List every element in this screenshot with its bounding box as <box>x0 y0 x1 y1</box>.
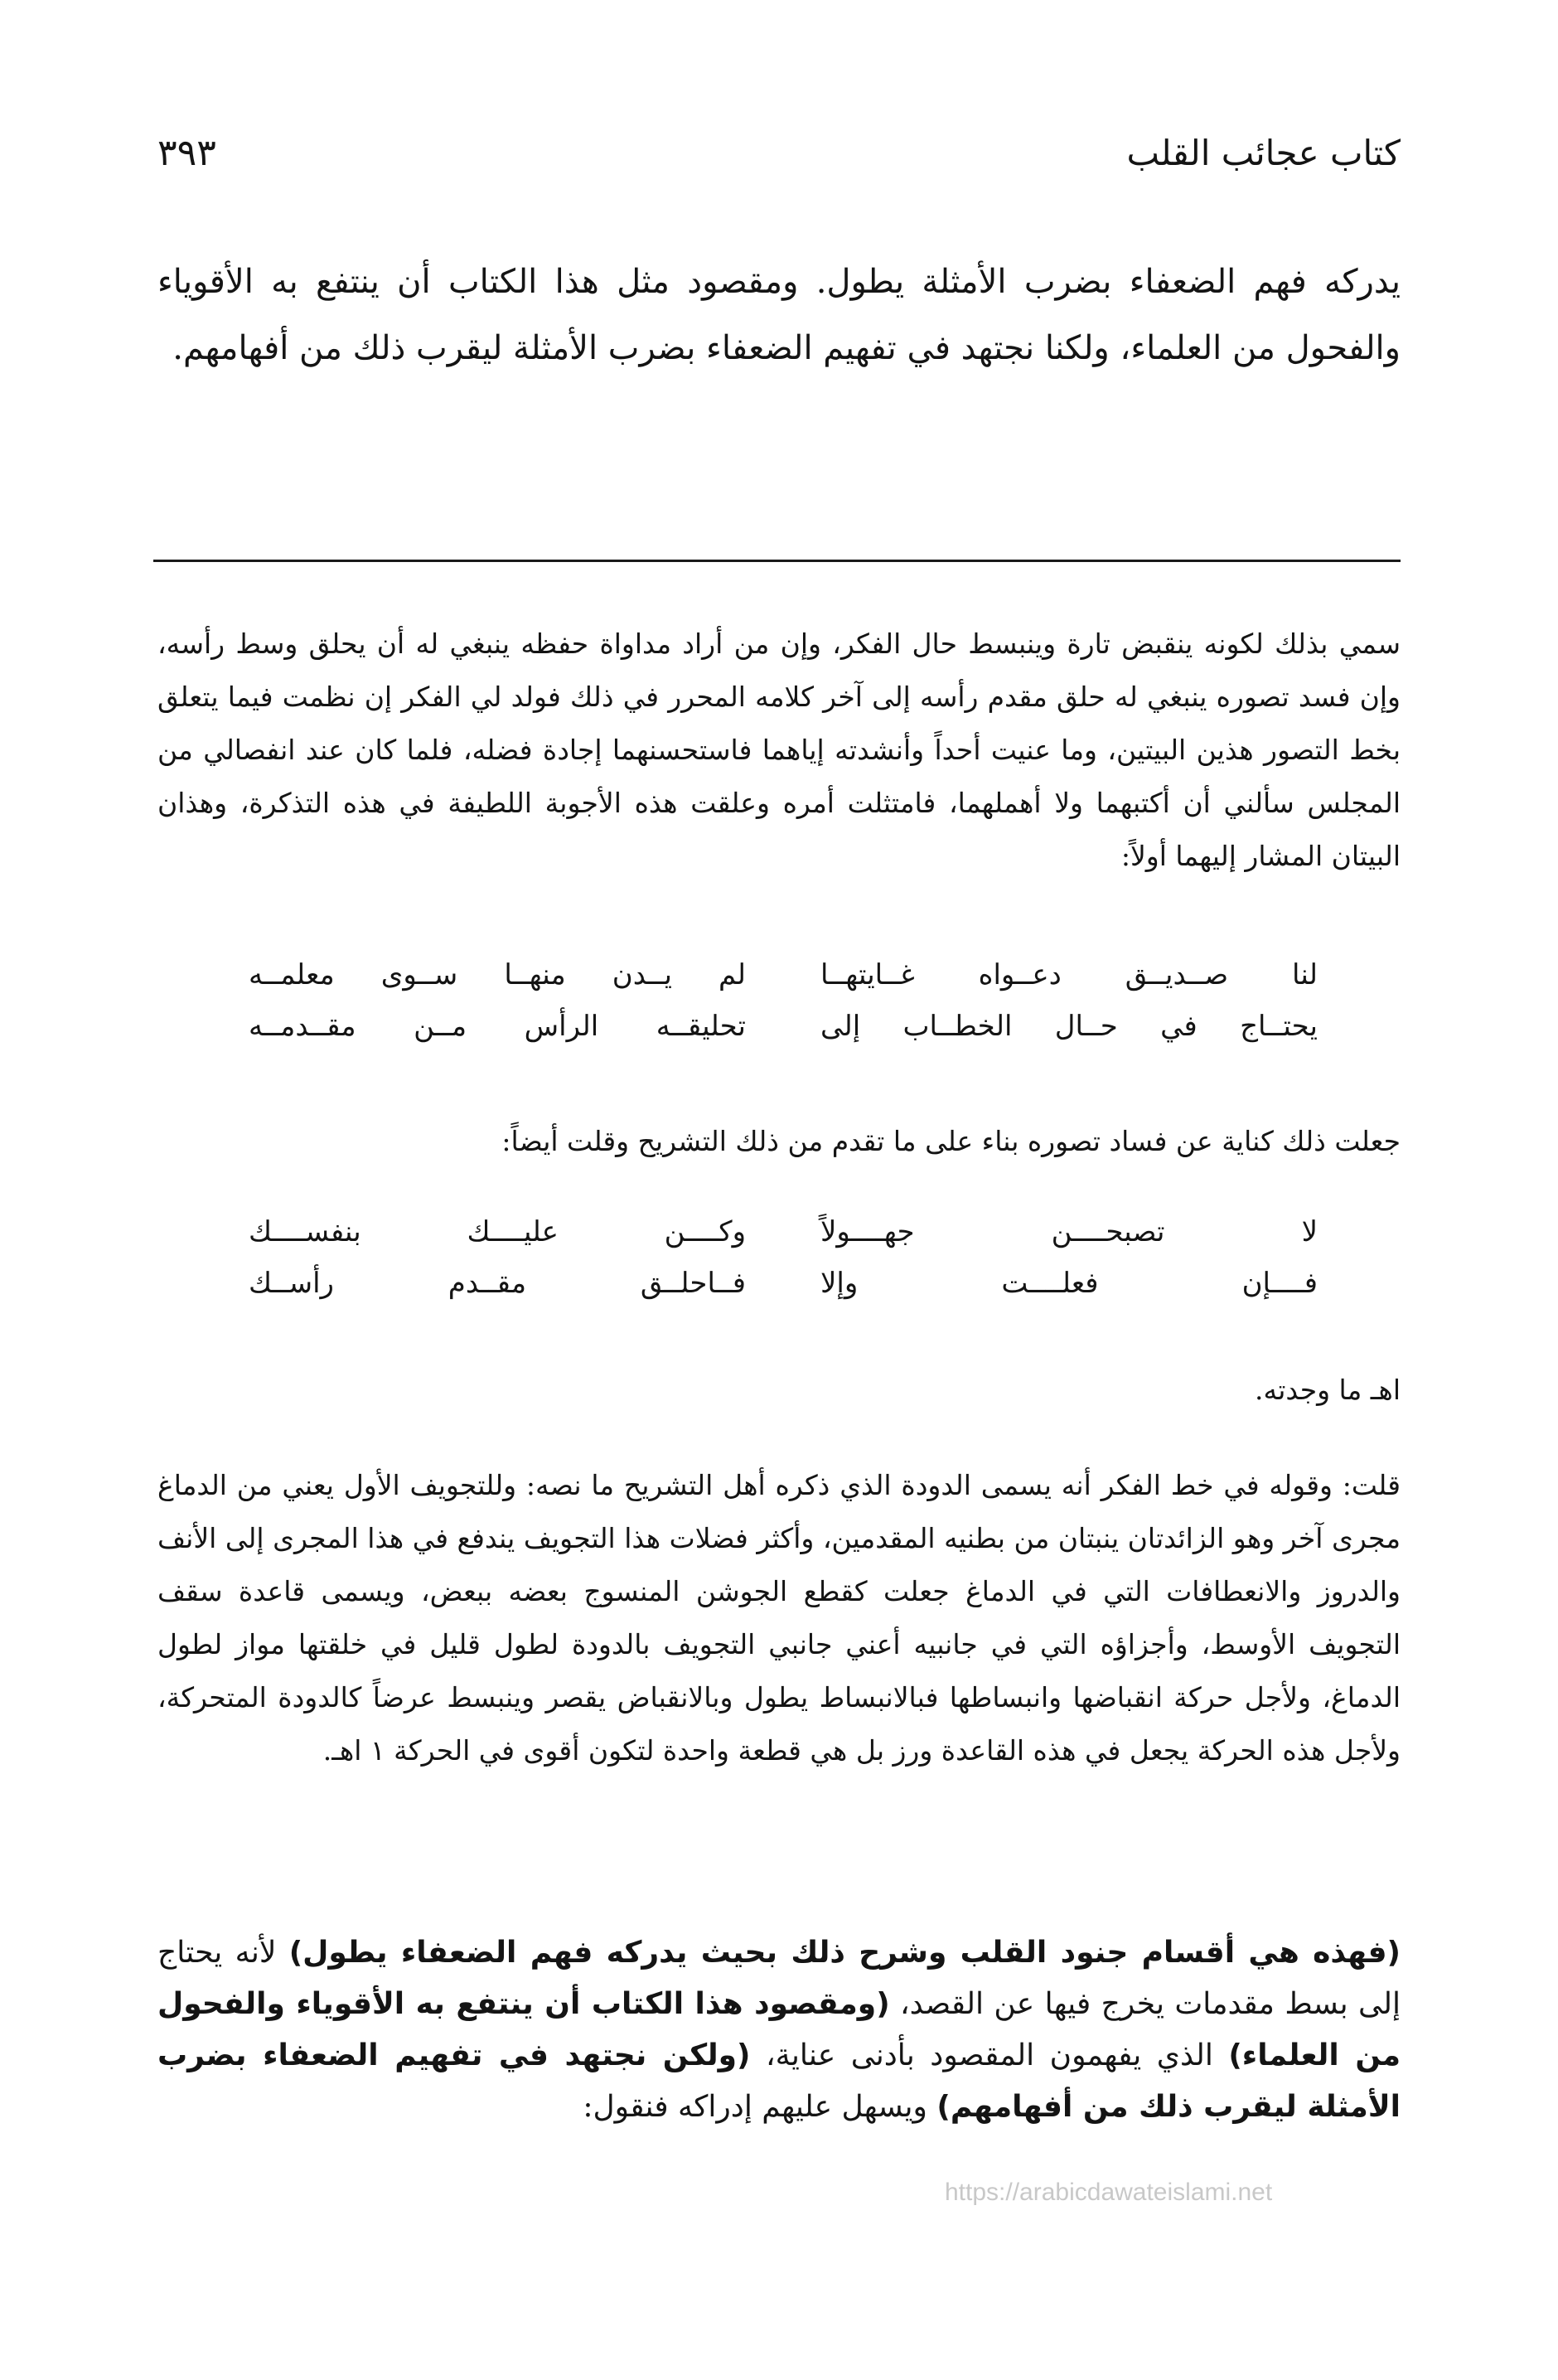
commentary-text: ويسهل عليهم إدراكه فنقول: <box>583 2090 937 2124</box>
verse-hemistich-left: لم يــدن منهــا ســوى معلمــه <box>249 958 746 991</box>
verse-hemistich-right: فــــإن فعلــــت وإلا <box>820 1267 1318 1300</box>
verse-line <box>249 949 1318 1001</box>
main-text: يدركه فهم الضعفاء بضرب الأمثلة يطول. ومقصود مثل هذا الكتاب أن ينتفع به الأقوياء والفحول من العلماء، ولكنا نجتهد في تفهيم الضعفاء بضرب الأمثلة ليقرب ذلك من أفهامهم. <box>157 263 1401 367</box>
footnote-divider <box>153 560 1401 562</box>
verse-hemistich-right: لا تصبحــــن جهــــولاً <box>820 1215 1318 1248</box>
commentary-quote: (ولكن نجتهد في تفهيم الضعفاء بضرب الأمثلة ليقرب ذلك من أفهامهم) <box>157 2038 1401 2124</box>
verse-hemistich-left: وكــــن عليــــك بنفســــك <box>249 1215 746 1248</box>
commentary-paragraph <box>157 1927 1401 2133</box>
verse-line <box>249 1001 1318 1052</box>
verse-hemistich-left: فــاحلــق مقــدم رأســك <box>249 1267 746 1300</box>
website-watermark: https://arabicdawateislami.net <box>945 2179 1273 2206</box>
verse-block-2 <box>249 1206 1318 1309</box>
commentary-text: الذي يفهمون المقصود بأدنى عناية، <box>750 2038 1229 2072</box>
footnote-paragraph-1: سمي بذلك لكونه ينقبض تارة وينبسط حال الفكر، وإن من أراد مداواة حفظه ينبغي له أن يحلق وسط رأسه، وإن فسد تصوره ينبغي له حلق مقدم رأسه إلى آخر كلامه المحرر في ذلك فولد لي الفكر إن نظمت فيما يتعلق بخط التصور هذين البيتين، وما عنيت أحداً وأنشدته إياهما فاستحسنهما إجادة فضله، فلما كان عند انفصالي من المجلس سألني أن أكتبهما ولا أهملهما، فامتثلت أمره وعلقت هذه الأجوبة اللطيفة في هذه التذكرة، وهذان البيتان المشار إليهما أولاً: <box>157 628 1401 872</box>
page-header <box>157 124 1401 182</box>
footnote-paragraph-4: قلت: وقوله في خط الفكر أنه يسمى الدودة الذي ذكره أهل التشريح ما نصه: وللتجويف الأول يعني من الدماغ مجرى آخر وهو الزائدتان ينبتان من بطنيه المقدمين، وأكثر فضلات هذا التجويف يندفع في هذا المجرى إلى الأنف والدروز والانعطافات التي في الدماغ جعلت كقطع الجوشن المنسوج بعضه ببعض، ويسمى قاعدة سقف التجويف الأوسط، وأجزاؤه التي في جانبيه أعني جانبي التجويف بالدودة لطول قليل في خلقتها مواز لطول الدماغ، ولأجل حركة انقباضها وانبساطها فبالانبساط يطول وبالانقباض يقصر وينبسط عرضاً كالدودة المتحركة، ولأجل هذه الحركة يجعل في هذه القاعدة ورز بل هي قطعة واحدة لتكون أقوى في الحركة ١ اهـ. <box>157 1469 1401 1767</box>
commentary-quote: (ومقصود هذا الكتاب أن ينتفع به الأقوياء والفحول من العلماء) <box>157 1987 1401 2072</box>
verse-hemistich-left: تحليقــه الرأس مــن مقــدمــه <box>249 1010 746 1043</box>
verse-line <box>249 1258 1318 1309</box>
commentary-text: لأنه يحتاج إلى بسط مقدمات يخرج فيها عن القصد، <box>157 1936 1401 2021</box>
verse-hemistich-right: لنا صــديــق دعــواه غــايتهــا <box>820 958 1318 991</box>
page-number: ٣٩٣ <box>157 132 216 174</box>
footnote-paragraph-3: اهـ ما وجدته. <box>1255 1374 1401 1406</box>
verse-block-1 <box>249 949 1318 1052</box>
footnote-paragraph-2: جعلت ذلك كناية عن فساد تصوره بناء على ما تقدم من ذلك التشريح وقلت أيضاً: <box>501 1125 1401 1157</box>
running-title: كتاب عجائب القلب <box>1126 133 1401 173</box>
commentary-quote: (فهذه هي أقسام جنود القلب وشرح ذلك بحيث يدركه فهم الضعفاء يطول) <box>288 1936 1401 1970</box>
verse-line <box>249 1206 1318 1258</box>
verse-hemistich-right: يحتــاج في حــال الخطــاب إلى <box>820 1010 1318 1043</box>
